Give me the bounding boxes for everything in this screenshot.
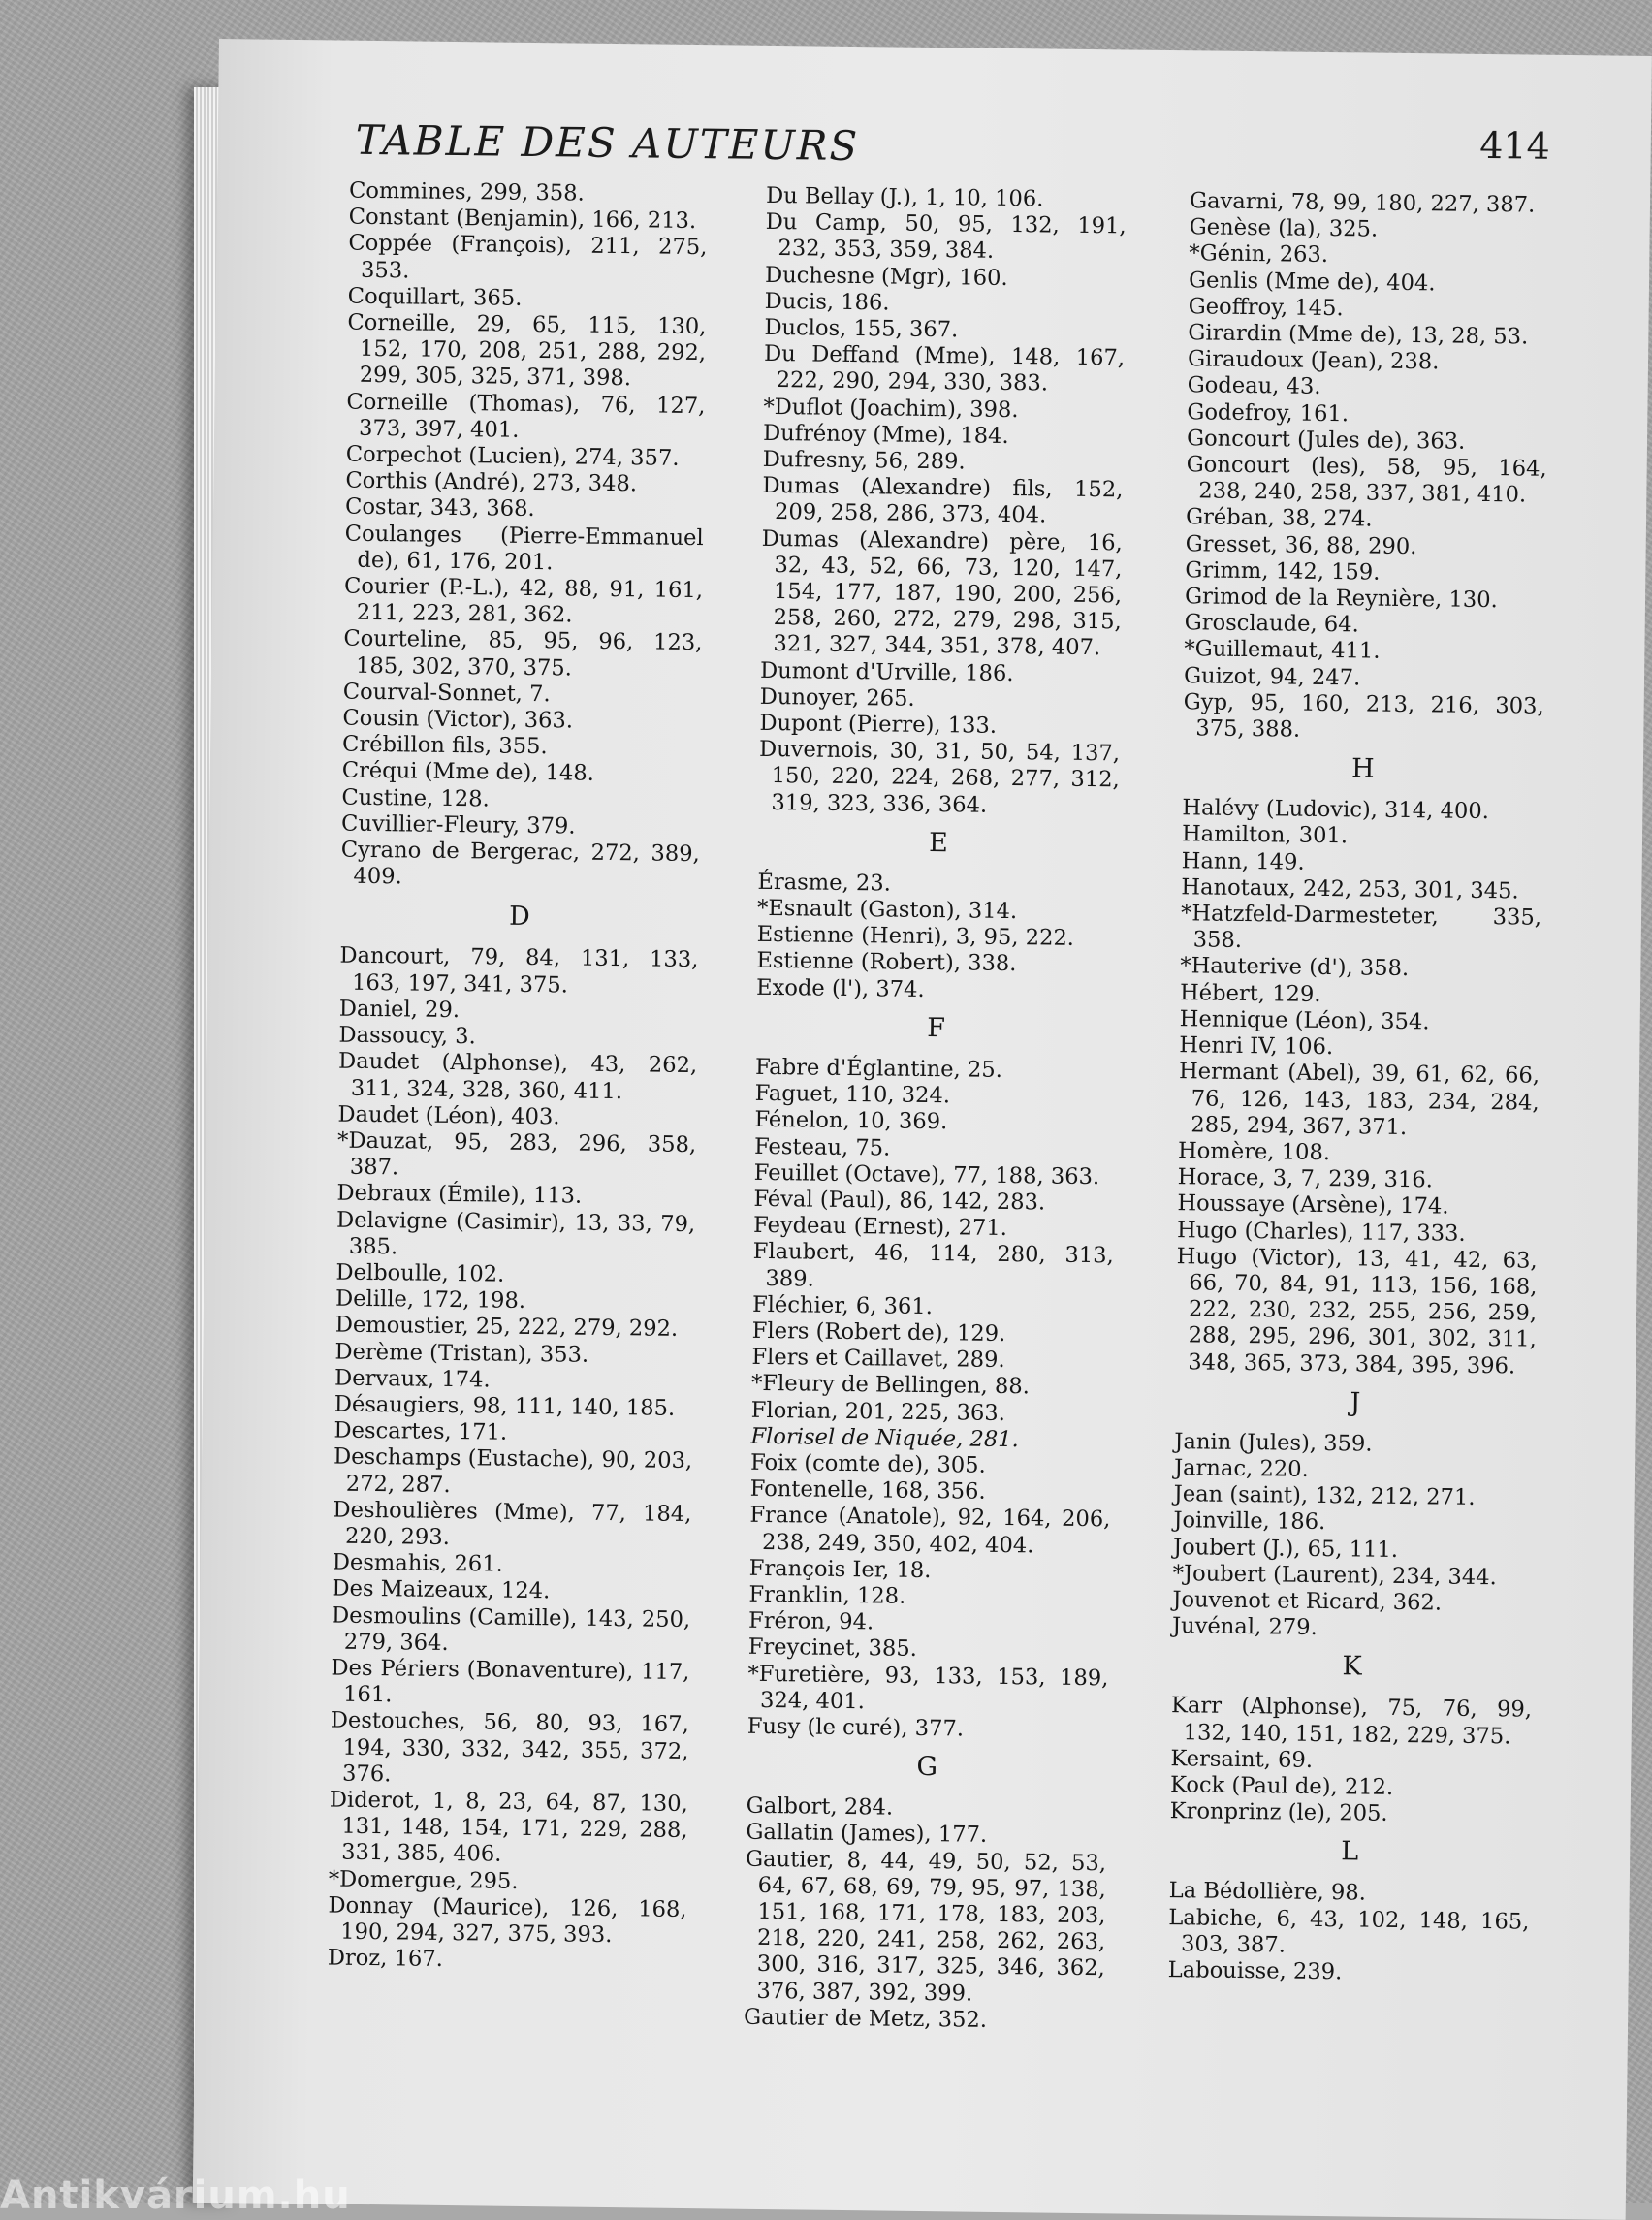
index-entry: Daniel, 29.	[338, 996, 461, 1023]
index-entry: Coulanges (Pierre-Emmanuel de), 61, 176, 201.	[344, 521, 704, 576]
index-entry: Foix (comte de), 305.	[749, 1449, 986, 1478]
index-column-1	[328, 178, 709, 1977]
index-entry: Delboulle, 102.	[335, 1259, 505, 1287]
index-column-3	[1168, 188, 1551, 1988]
section-letter: F	[927, 1012, 946, 1044]
index-entry: Labouisse, 239.	[1167, 1957, 1343, 1985]
index-entry: Geoffroy, 145.	[1188, 294, 1344, 321]
index-entry: Goncourt (les), 58, 95, 164, 238, 240, 258, 337, 381, 410.	[1186, 452, 1547, 508]
index-entry: Jouvenot et Ricard, 362.	[1172, 1587, 1443, 1616]
page-number: 414	[1478, 123, 1551, 168]
index-entry: Gallatin (James), 177.	[746, 1820, 988, 1849]
section-letter: G	[916, 1752, 938, 1783]
index-entry: Du Bellay (J.), 1, 10, 106.	[765, 182, 1044, 212]
index-entry: Fabre d'Églantine, 25.	[754, 1054, 1003, 1083]
index-entry: *Hatzfeld-Darmesteter, 335, 358.	[1180, 901, 1542, 954]
index-entry: Crébillon fils, 355.	[341, 731, 548, 760]
index-entry: *Dauzat, 95, 283, 296, 358, 387.	[336, 1127, 697, 1181]
section-letter: H	[1350, 753, 1375, 784]
index-entry: *Fleury de Bellingen, 88.	[750, 1371, 1031, 1400]
book-page	[193, 39, 1652, 2220]
index-entry: Cyrano de Bergerac, 272, 389, 409.	[340, 837, 700, 890]
index-entry: Fontenelle, 168, 356.	[749, 1475, 986, 1505]
index-entry: Courteline, 85, 95, 96, 123, 185, 302, 370, 375.	[343, 626, 703, 682]
index-entry: Hanotaux, 242, 253, 301, 345.	[1181, 874, 1519, 904]
index-entry: Fléchier, 6, 361.	[751, 1291, 934, 1319]
index-entry: Gresset, 36, 88, 290.	[1185, 530, 1417, 559]
index-entry: Descartes, 171.	[334, 1417, 508, 1445]
index-entry: Estienne (Henri), 3, 95, 222.	[756, 922, 1075, 952]
index-entry: Desmahis, 261.	[332, 1549, 503, 1577]
index-entry: Gréban, 38, 274.	[1185, 504, 1373, 533]
index-entry: Grimm, 142, 159.	[1185, 557, 1381, 586]
index-entry: Joinville, 186.	[1173, 1507, 1326, 1536]
index-entry: *Furetière, 93, 133, 153, 189, 324, 401.	[747, 1661, 1109, 1715]
index-entry: Homère, 108.	[1177, 1138, 1331, 1165]
index-entry: Kronprinz (le), 205.	[1169, 1798, 1388, 1827]
index-entry: Godefroy, 161.	[1187, 398, 1350, 427]
index-entry: *Guillemaut, 411.	[1184, 636, 1381, 665]
section-letter: E	[928, 827, 948, 859]
index-entry: *Joubert (Laurent), 234, 344.	[1172, 1560, 1497, 1590]
index-entry: Godeau, 43.	[1187, 372, 1321, 400]
index-entry: Exode (l'), 374.	[755, 974, 925, 1002]
index-entry: Deschamps (Eustache), 90, 203, 272, 287.	[333, 1443, 693, 1498]
index-entry: Duvernois, 30, 31, 50, 54, 137, 150, 220, 224, 268, 277, 312, 319, 323, 336, 364.	[758, 737, 1121, 818]
index-entry: Duchesne (Mgr), 160.	[764, 262, 1008, 291]
index-entry: Faguet, 110, 324.	[754, 1080, 951, 1109]
index-entry: Hermant (Abel), 39, 61, 62, 66, 76, 126, 143, 183, 234, 284, 285, 294, 367, 371.	[1178, 1059, 1541, 1140]
index-entry: Henri IV, 106.	[1179, 1032, 1334, 1061]
index-entry: Fréron, 94.	[747, 1607, 874, 1635]
index-entry: Gyp, 95, 160, 213, 216, 303, 375, 388.	[1183, 689, 1544, 743]
index-entry: Demoustier, 25, 222, 279, 292.	[334, 1312, 679, 1343]
index-entry: Droz, 167.	[327, 1945, 444, 1973]
index-entry: Daudet (Léon), 403.	[337, 1101, 560, 1130]
index-entry: Juvénal, 279.	[1171, 1613, 1318, 1641]
running-head: TABLE DES AUTEURS	[355, 115, 860, 171]
index-entry: Flers (Robert de), 129.	[751, 1317, 1006, 1347]
index-entry: Dumas (Alexandre) père, 16, 32, 43, 52, 66, 73, 120, 147, 154, 177, 187, 190, 200, 256, 258, 260, 272, 279, 298, 315, 321, 327, 344, 351, 378, 407.	[761, 525, 1123, 661]
index-entry: Jean (saint), 132, 212, 271.	[1173, 1481, 1476, 1511]
index-entry: Franklin, 128.	[748, 1581, 906, 1609]
index-entry: Janin (Jules), 359.	[1174, 1428, 1373, 1457]
index-entry: Gavarni, 78, 99, 180, 227, 387.	[1189, 188, 1536, 218]
index-entry: Donnay (Maurice), 126, 168, 190, 294, 327, 375, 393.	[328, 1892, 687, 1949]
index-entry: Féval (Paul), 86, 142, 283.	[753, 1186, 1046, 1216]
index-entry: Érasme, 23.	[757, 869, 892, 897]
index-entry: Fusy (le curé), 377.	[747, 1713, 965, 1742]
index-entry: Dumas (Alexandre) fils, 152, 209, 258, 286, 373, 404.	[762, 473, 1124, 528]
index-entry: Karr (Alphonse), 75, 76, 99, 132, 140, 151, 182, 229, 375.	[1170, 1693, 1533, 1749]
index-entry: Feuillet (Octave), 77, 188, 363.	[753, 1159, 1100, 1189]
index-entry: Diderot, 1, 8, 23, 64, 87, 130, 131, 148, 154, 171, 229, 288, 331, 385, 406.	[329, 1787, 688, 1868]
index-entry: Commines, 299, 358.	[348, 177, 585, 206]
index-entry: Desmoulins (Camille), 143, 250, 279, 364.	[331, 1602, 691, 1656]
index-entry: Derème (Tristan), 353.	[334, 1339, 589, 1368]
index-entry: François Ier, 18.	[748, 1555, 932, 1583]
index-entry: La Bédollière, 98.	[1168, 1878, 1367, 1906]
index-entry: Halévy (Ludovic), 314, 400.	[1182, 795, 1490, 825]
index-entry: Delille, 172, 198.	[334, 1285, 526, 1315]
index-entry: Gautier, 8, 44, 49, 50, 52, 53, 64, 67, 68, 69, 79, 95, 97, 138, 151, 168, 171, 178, 183, 203, 218, 220, 241, 258, 262, 263, 300, 316, 317, 325, 346, 362, 376, 387, 392, 399.	[745, 1846, 1107, 2007]
index-entry: Du Camp, 50, 95, 132, 191, 232, 353, 359, 384.	[765, 209, 1127, 265]
index-entry: Dufresny, 56, 289.	[762, 446, 966, 475]
index-entry: Estienne (Robert), 338.	[756, 948, 1017, 977]
index-entry: Grosclaude, 64.	[1184, 610, 1359, 638]
index-entry: Delavigne (Casimir), 13, 33, 79, 385.	[335, 1207, 696, 1260]
index-entry: Hamilton, 301.	[1181, 821, 1349, 849]
index-entry: Goncourt (Jules de), 363.	[1186, 426, 1466, 455]
index-entry: Flers et Caillavet, 289.	[751, 1344, 1005, 1374]
index-entry: Giraudoux (Jean), 238.	[1187, 346, 1440, 375]
index-entry: Du Deffand (Mme), 148, 167, 222, 290, 294, 330, 383.	[763, 341, 1126, 396]
index-entry: Dervaux, 174.	[334, 1365, 491, 1393]
index-entry: Coquillart, 365.	[347, 283, 523, 311]
index-entry: *Domergue, 295.	[328, 1866, 519, 1894]
index-entry: Courier (P.-L.), 42, 88, 91, 161, 211, 223, 281, 362.	[343, 573, 704, 628]
index-entry: Hugo (Victor), 13, 41, 42, 63, 66, 70, 84, 91, 113, 156, 168, 222, 230, 232, 255, 256, 259, 288, 295, 296, 301, 302, 311, 348, 365, 373, 384, 395, 396.	[1176, 1243, 1538, 1379]
index-entry: Créqui (Mme de), 148.	[341, 758, 595, 787]
index-entry: Girardin (Mme de), 13, 28, 53.	[1188, 320, 1529, 350]
index-entry: Feydeau (Ernest), 271.	[752, 1212, 1008, 1242]
index-entry: *Génin, 263.	[1189, 240, 1329, 269]
index-entry: Hann, 149.	[1181, 847, 1305, 875]
index-entry: Dumont d'Urville, 186.	[759, 657, 1014, 686]
index-entry: Flaubert, 46, 114, 280, 313, 389.	[752, 1239, 1114, 1292]
section-letter: J	[1350, 1387, 1361, 1418]
index-entry: Dunoyer, 265.	[759, 683, 915, 712]
index-entry: Gautier de Metz, 352.	[743, 2004, 988, 2033]
section-letter: K	[1342, 1651, 1362, 1682]
index-entry: Constant (Benjamin), 166, 213.	[348, 204, 697, 235]
index-entry: Labiche, 6, 43, 102, 148, 165, 303, 387.	[1168, 1904, 1530, 1958]
index-entry: Galbort, 284.	[746, 1792, 894, 1821]
index-entry: Florisel de Niquée, 281.	[750, 1423, 1019, 1452]
index-entry: Daudet (Alphonse), 43, 262, 311, 324, 328, 360, 411.	[337, 1048, 698, 1104]
index-entry: Freycinet, 385.	[747, 1634, 918, 1663]
index-entry: Destouches, 56, 80, 93, 167, 194, 330, 332, 342, 355, 372, 376.	[330, 1707, 689, 1788]
index-entry: Festeau, 75.	[753, 1133, 891, 1161]
index-entry: Fénelon, 10, 369.	[754, 1107, 948, 1135]
index-entry: Ducis, 186.	[764, 288, 890, 316]
index-entry: Duclos, 155, 367.	[764, 314, 959, 343]
index-entry: Genèse (la), 325.	[1189, 214, 1379, 242]
index-entry: Cousin (Victor), 363.	[342, 705, 574, 734]
index-entry: Hugo (Charles), 117, 333.	[1176, 1217, 1466, 1247]
index-entry: Des Périers (Bonaventure), 117, 161.	[331, 1655, 690, 1708]
index-entry: Dassoucy, 3.	[338, 1022, 476, 1050]
index-entry: Grimod de la Reynière, 130.	[1184, 584, 1498, 614]
index-entry: Courval-Sonnet, 7.	[342, 679, 551, 708]
index-entry: Coppée (François), 211, 275, 353.	[348, 231, 708, 284]
index-column-2	[744, 183, 1127, 2035]
index-entry: Genlis (Mme de), 404.	[1188, 267, 1436, 296]
index-entry: Jarnac, 220.	[1173, 1455, 1309, 1482]
index-entry: Kock (Paul de), 212.	[1169, 1772, 1394, 1800]
index-entry: *Duflot (Joachim), 398.	[763, 394, 1019, 423]
index-entry: Houssaye (Arsène), 174.	[1177, 1190, 1449, 1220]
section-letter: D	[508, 902, 530, 933]
index-entry: Corneille, 29, 65, 115, 130, 152, 170, 208, 251, 288, 292, 299, 305, 325, 371, 398.	[347, 309, 707, 392]
index-entry: Florian, 201, 225, 363.	[750, 1397, 1006, 1426]
index-entry: Désaugiers, 98, 111, 140, 185.	[334, 1391, 676, 1421]
index-entry: Horace, 3, 7, 239, 316.	[1177, 1164, 1434, 1193]
index-entry: Hébert, 129.	[1179, 979, 1321, 1007]
index-entry: Cuvillier-Fleury, 379.	[340, 810, 576, 840]
index-entry: Corthis (André), 273, 348.	[345, 467, 638, 497]
watermark-text: Antikvárium.hu	[0, 2173, 351, 2218]
index-entry: Hennique (Léon), 354.	[1179, 1006, 1430, 1035]
index-entry: Corpechot (Lucien), 274, 357.	[345, 441, 680, 471]
index-entry: Costar, 343, 368.	[344, 494, 535, 523]
index-entry: Kersaint, 69.	[1170, 1745, 1314, 1773]
index-entry: Dancourt, 79, 84, 131, 133, 163, 197, 341, 375.	[339, 943, 699, 999]
index-entry: *Esnault (Gaston), 314.	[756, 895, 1018, 925]
index-entry: Deshoulières (Mme), 77, 184, 220, 293.	[333, 1497, 692, 1550]
index-entry: France (Anatole), 92, 164, 206, 238, 249, 350, 402, 404.	[749, 1503, 1111, 1558]
index-entry: Dupont (Pierre), 133.	[759, 710, 998, 739]
index-entry: Custine, 128.	[341, 784, 490, 812]
index-entry: Guizot, 94, 247.	[1183, 662, 1361, 691]
index-entry: Des Maizeaux, 124.	[332, 1575, 551, 1604]
section-letter: L	[1341, 1836, 1359, 1867]
index-entry: Corneille (Thomas), 76, 127, 373, 397, 401.	[346, 389, 706, 443]
index-entry: Dufrénoy (Mme), 184.	[762, 420, 1009, 449]
index-entry: Debraux (Émile), 113.	[336, 1180, 583, 1209]
index-entry: *Hauterive (d'), 358.	[1180, 953, 1410, 982]
index-entry: Joubert (J.), 65, 111.	[1172, 1534, 1399, 1563]
